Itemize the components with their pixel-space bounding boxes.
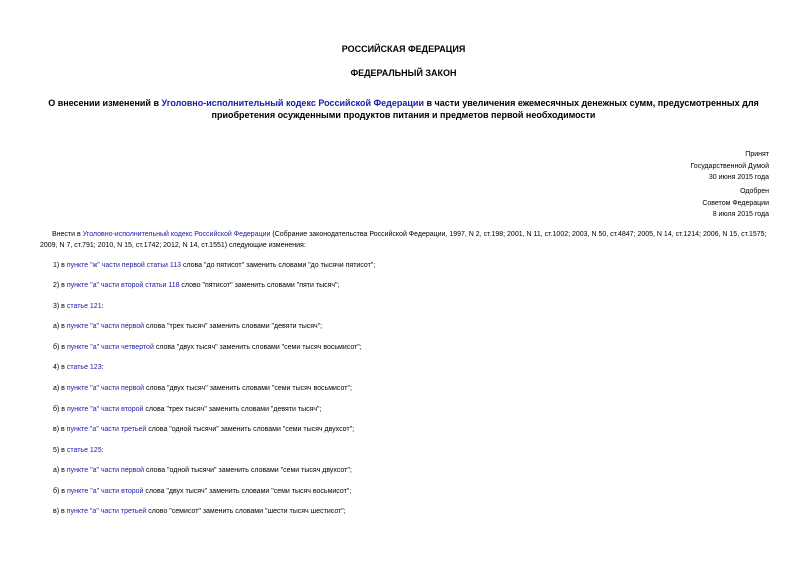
item-text: в) в (53, 426, 67, 433)
part-link[interactable]: части второй (101, 406, 144, 413)
item-text: а) в (53, 323, 67, 330)
part-link[interactable]: части третьей (100, 508, 147, 515)
item-text: 1) в (53, 262, 67, 269)
part-link[interactable]: части первой (100, 385, 145, 392)
item-text: слова "двух тысяч" заменить словами "семи тысяч восьмисот"; (153, 344, 362, 351)
adopted-block (690, 149, 769, 184)
item-text: слово "семисот" заменить словами "шести тысяч шестисот"; (146, 508, 346, 515)
item-text: в) в (53, 508, 67, 515)
item-text: : (101, 447, 104, 454)
intro-code-link[interactable]: Уголовно-исполнительный кодекс Российской Федерации (82, 231, 271, 238)
item-text: б) в (53, 488, 67, 495)
item-text: слово "пятисот" заменить словами "пяти тысяч"; (179, 282, 340, 289)
item-text: слова "трех тысяч" заменить словами "девяти тысяч"; (143, 406, 322, 413)
amendment-item-3 (53, 302, 104, 311)
item-text: слова "одной тысячи" заменить словами "семи тысяч двухсот"; (146, 426, 355, 433)
part-link[interactable]: части первой (100, 323, 145, 330)
law-title-pre: О внесении изменений в (48, 98, 162, 108)
item-text: б) в (53, 344, 67, 351)
amendment-item-4c (53, 425, 354, 434)
part-link[interactable]: части третьей (100, 426, 147, 433)
law-title (40, 97, 767, 121)
amendment-item-5b (53, 487, 351, 496)
item-text: а) в (53, 385, 67, 392)
part-link[interactable]: части четвертой (101, 344, 154, 351)
part-link[interactable]: части второй (101, 488, 144, 495)
approved-body: Советом Федерации (702, 199, 769, 207)
approved-date: 8 июля 2015 года (712, 211, 769, 218)
item-text: 5) в (53, 447, 67, 454)
adopted-body: Государственной Думой (690, 162, 769, 170)
item-text: 3) в (53, 303, 67, 310)
item-text: слова "одной тысячи" заменить словами "семи тысяч двухсот"; (144, 467, 352, 474)
article-link[interactable]: статье 123 (66, 364, 102, 371)
item-text: слова "трех тысяч" заменить словами "девяти тысяч"; (144, 323, 323, 330)
clause-link[interactable]: пункте "а" (66, 508, 99, 515)
article-link[interactable]: статье 121 (66, 303, 102, 310)
amendment-item-4b (53, 405, 322, 414)
item-text: а) в (53, 467, 67, 474)
amendment-item-4a (53, 384, 352, 393)
code-link[interactable]: Уголовно-исполнительный кодекс Российской Федерации (161, 98, 424, 108)
item-text: 4) в (53, 364, 67, 371)
adopted-date: 30 июня 2015 года (708, 174, 769, 181)
article-link[interactable]: пункте "ж" части первой статьи 113 (66, 262, 182, 269)
amendment-item-3a (53, 322, 322, 331)
item-text: 2) в (53, 282, 67, 289)
clause-link[interactable]: пункте "а" (66, 323, 99, 330)
country-heading: РОССИЙСКАЯ ФЕДЕРАЦИЯ (341, 44, 466, 54)
intro-post: (Собрание законодательства Российской Федерации, 1997, N 2, ст.198; 2001, N 11, ст.1002; 2003, N 50, ст.4847; 2005, N 14, ст.1214; 2006, N 15, ст.1575; 2009, N 7, ст.791; 2010, N 15, ст.1742; 2012, N 14, ст.1551) следующие изменения: (40, 231, 767, 249)
amendment-item-2 (53, 281, 339, 290)
part-link[interactable]: части первой (100, 467, 145, 474)
amendment-item-3b (53, 343, 362, 352)
item-text: слова "до пятисот" заменить словами "до тысячи пятисот"; (181, 262, 376, 269)
intro-paragraph (40, 229, 768, 251)
item-text: слова "двух тысяч" заменить словами "семи тысяч восьмисот"; (143, 488, 352, 495)
amendment-item-5c (53, 507, 346, 516)
doc-type-heading: ФЕДЕРАЛЬНЫЙ ЗАКОН (350, 68, 457, 78)
article-link[interactable]: статье 125 (66, 447, 102, 454)
item-text: б) в (53, 406, 67, 413)
article-link[interactable]: пункте "а" части второй статьи 118 (66, 282, 180, 289)
intro-pre: Внести в (52, 231, 83, 238)
clause-link[interactable]: пункте "а" (66, 488, 100, 495)
clause-link[interactable]: пункте "а" (66, 426, 99, 433)
approved-label: Одобрен (740, 188, 769, 195)
item-text: : (101, 303, 104, 310)
clause-link[interactable]: пункте "а" (66, 344, 100, 351)
item-text: слова "двух тысяч" заменить словами "семи тысяч восьмисот"; (144, 385, 352, 392)
law-title-post: в части увеличения ежемесячных денежных сумм, предусмотренных для приобретения осужденными продуктов питания и предметов первой необходимости (211, 98, 759, 120)
item-text: : (101, 364, 104, 371)
amendment-item-5a (53, 466, 352, 475)
clause-link[interactable]: пункте "а" (66, 385, 99, 392)
clause-link[interactable]: пункте "а" (66, 406, 100, 413)
amendment-item-4 (53, 363, 104, 372)
clause-link[interactable]: пункте "а" (66, 467, 99, 474)
amendment-item-1 (53, 261, 375, 270)
approved-block (702, 186, 769, 221)
adopted-label: Принят (745, 151, 769, 158)
amendment-item-5 (53, 446, 104, 455)
